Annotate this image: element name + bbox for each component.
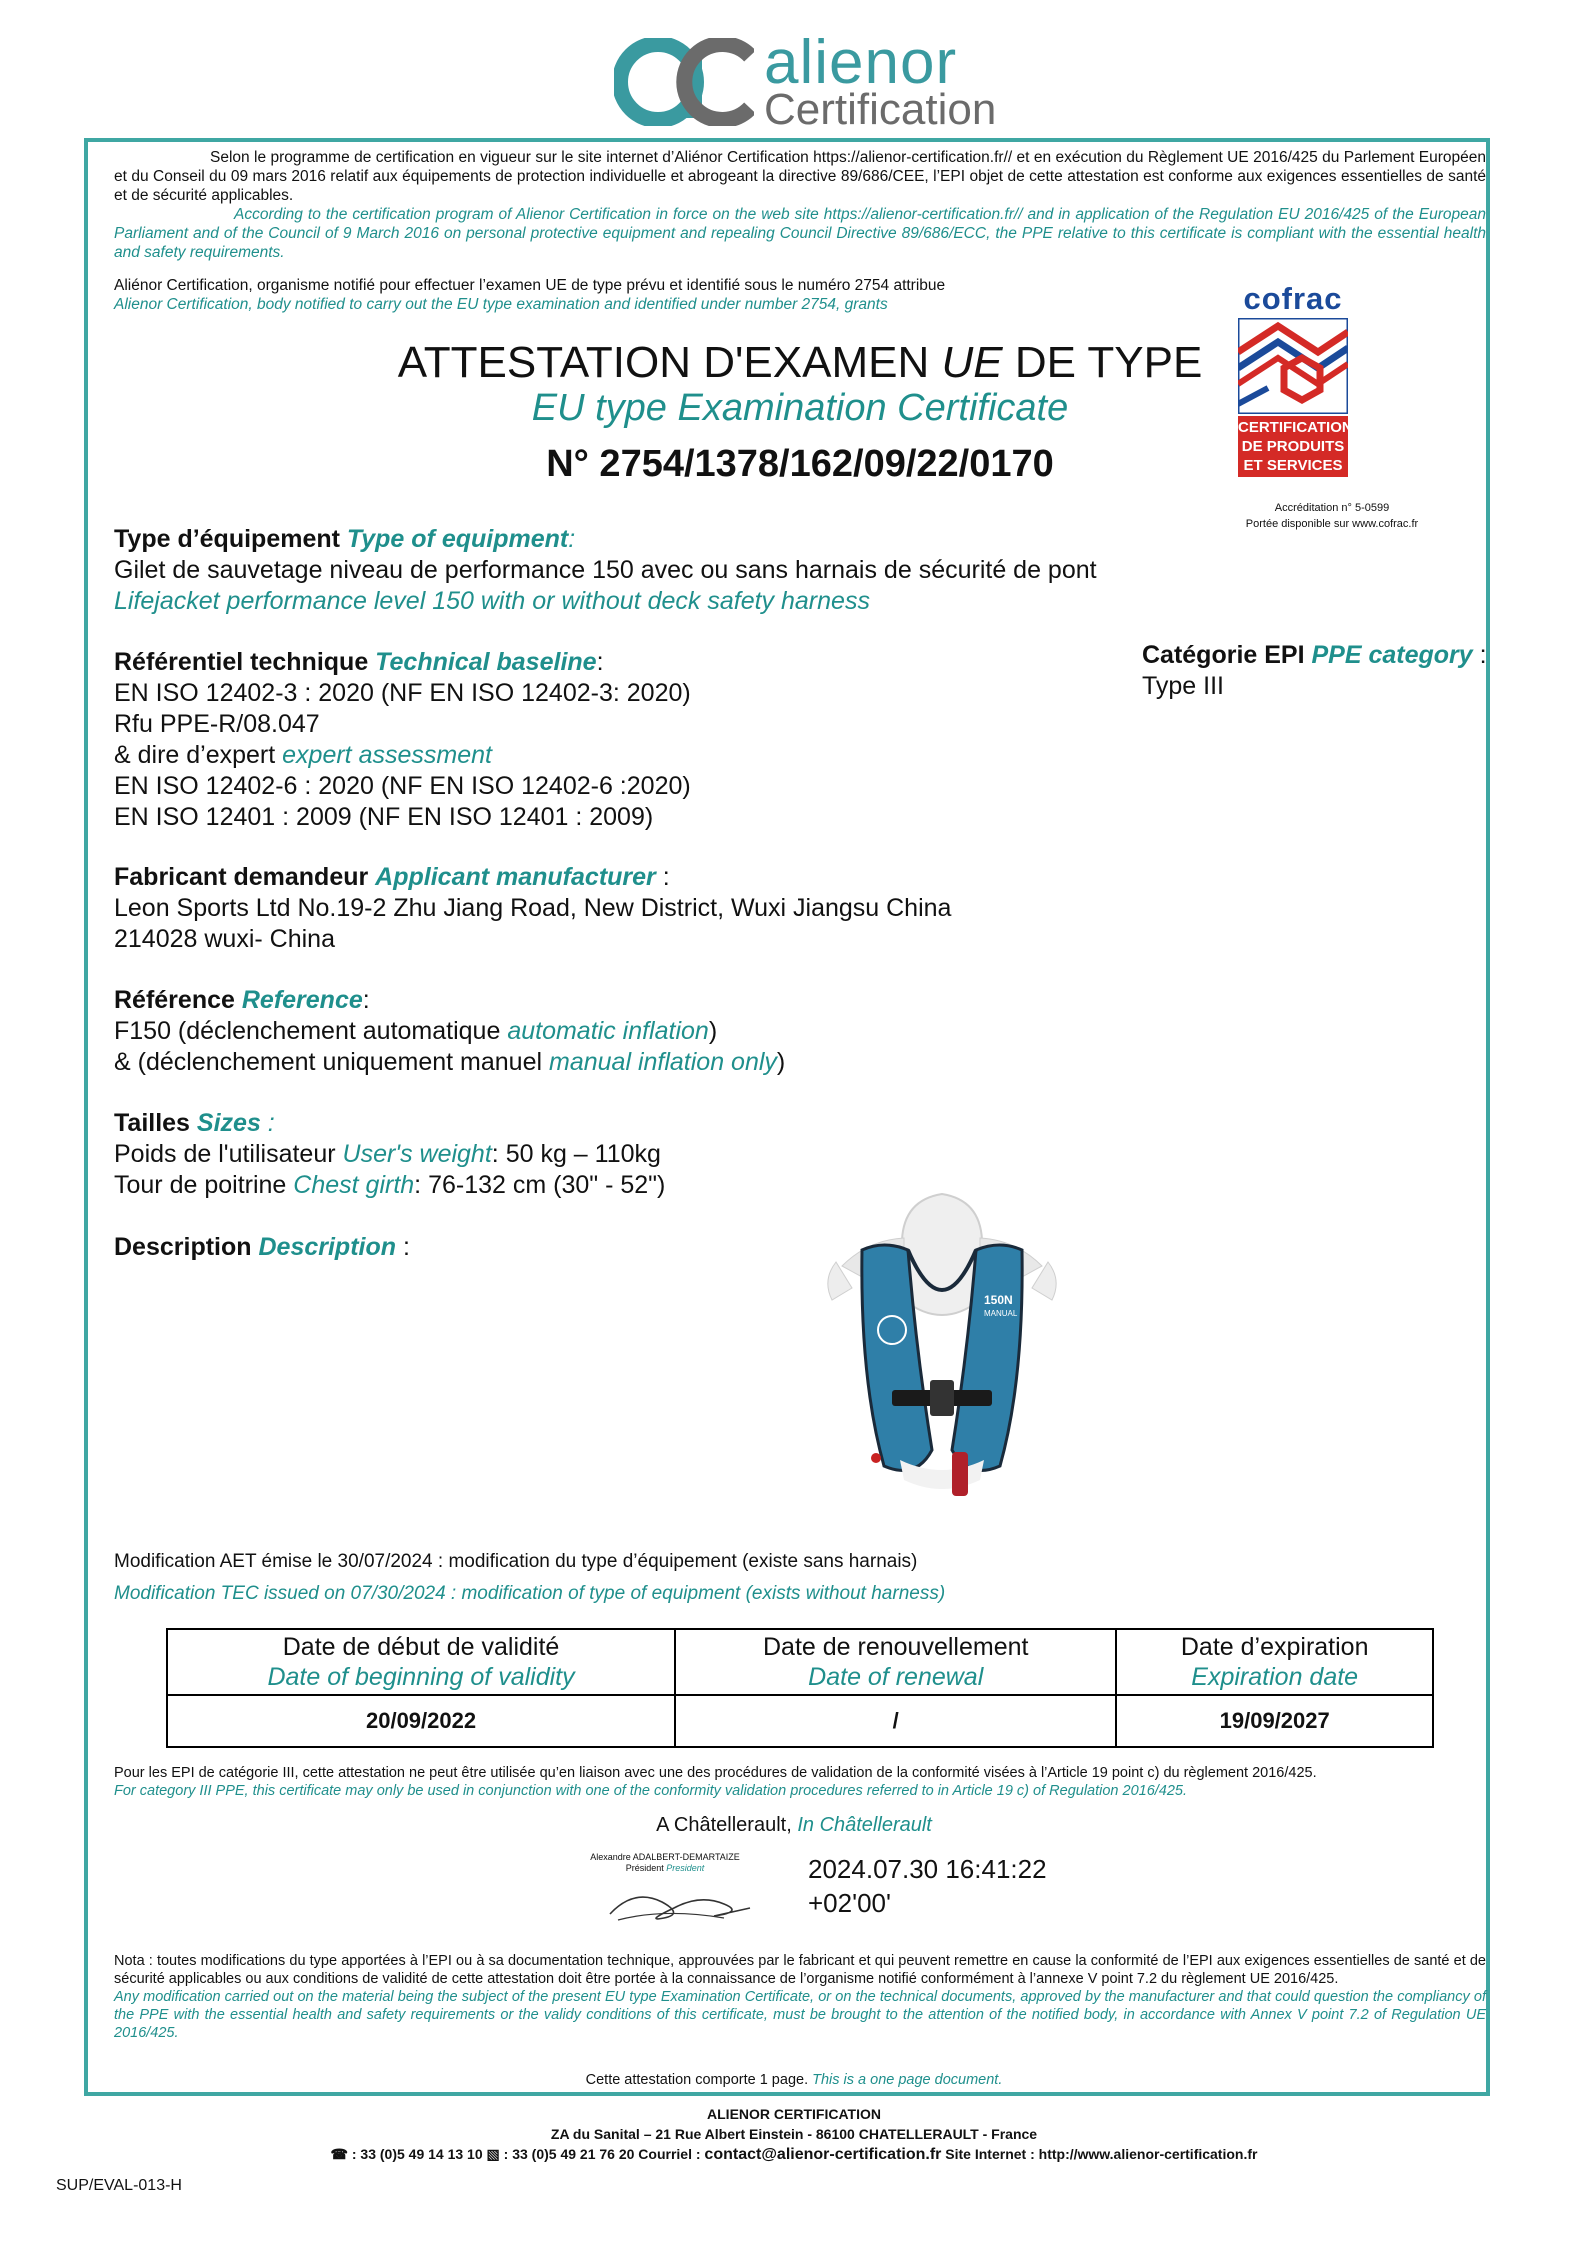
cofrac-cert-line3: ET SERVICES	[1243, 457, 1343, 474]
weight-label-fr: Poids de l'utilisateur	[114, 1140, 343, 1168]
manufacturer-label-en: Applicant manufacturer	[375, 863, 656, 891]
category-label-fr: Catégorie EPI	[1142, 641, 1312, 669]
sizes-label-en: Sizes	[196, 1109, 268, 1137]
nota-en: Any modification carried out on the material being the subject of the present EU type Examination Certificate, or on the technical documents, approved by the manufacturer and that could question the compliancy of the PPE with the essential health and safety requirements or the validy conditions of this certificate, must be brought to the attention of the notified body, in accordance with Annex V point 7.2 of Regulation UE 2016/425.	[114, 1989, 1486, 2041]
equipment-section	[114, 524, 1214, 617]
equipment-value-en: Lifejacket performance level 150 with or without deck safety harness	[114, 587, 870, 615]
sizes-label-fr: Tailles	[114, 1109, 197, 1137]
cofrac-scope: Portée disponible sur www.cofrac.fr	[1245, 518, 1419, 530]
equipment-colon: :	[568, 525, 576, 553]
baseline-standard-1: EN ISO 12402-3 : 2020 (NF EN ISO 12402-3: 2020)	[114, 679, 691, 707]
header-renewal-en: Date of renewal	[808, 1663, 984, 1691]
description-label-fr: Description	[114, 1233, 259, 1261]
place-en: In Châtellerault	[797, 1814, 932, 1836]
manufacturer-section	[114, 862, 1214, 955]
manufacturer-colon: :	[655, 863, 670, 891]
modification-fr: Modification AET émise le 30/07/2024 : modification du type d’équipement (existe sans harnais)	[114, 1551, 918, 1572]
value-renewal-date: /	[675, 1695, 1116, 1747]
page-count-fr: Cette attestation comporte 1 page.	[585, 2072, 813, 2088]
intro-block	[114, 148, 1486, 262]
sizes-colon: :	[267, 1109, 275, 1137]
header-expiration-en: Expiration date	[1191, 1663, 1359, 1691]
certificate-number: N° 2754/1378/162/09/22/0170	[546, 443, 1054, 485]
category-value: Type III	[1142, 672, 1224, 700]
signature-scribble-icon	[604, 1878, 754, 1928]
signatory-role-fr: Président	[625, 1863, 667, 1873]
page-count-en: This is a one page document.	[812, 2072, 1003, 2088]
reference-line1-close: )	[708, 1017, 718, 1045]
page-count	[0, 2072, 1588, 2088]
baseline-standard-3: EN ISO 12402-6 : 2020 (NF EN ISO 12402-6 :2020)	[114, 772, 691, 800]
cofrac-emblem-icon	[1238, 318, 1348, 414]
footer-email-label: Courriel :	[638, 2146, 705, 2162]
manufacturer-address-line1: Leon Sports Ltd No.19-2 Zhu Jiang Road, New District, Wuxi Jiangsu China	[114, 894, 952, 922]
signatory-role-en: President	[666, 1863, 705, 1873]
title-en: EU type Examination Certificate	[531, 387, 1069, 429]
signature-date: 2024.07.30 16:41:22	[808, 1854, 1047, 1884]
reference-label-en: Reference	[241, 986, 363, 1014]
modification-en: Modification TEC issued on 07/30/2024 : modification of type of equipment (exists without harness)	[114, 1583, 946, 1604]
cofrac-banner	[1238, 416, 1353, 477]
signature-timezone: +02'00'	[808, 1888, 891, 1918]
reference-line2-fr: & (déclenchement uniquement manuel	[114, 1048, 549, 1076]
signature-timestamp	[808, 1852, 1047, 1920]
intro-fr: Selon le programme de certification en vigueur sur le site internet d’Aliénor Certification https://alienor-certification.fr// et en exécution du Règlement UE 2016/425 du Parlement Européen et du Conseil du 09 mars 2016 relatif aux équipements de protection individuelle et abrogeant la directive 89/686/CEE, l’EPI objet de cette attestation est conforme aux exigences essentielles de santé et de sécurité applicables.	[114, 149, 1486, 204]
footer-company: ALIENOR CERTIFICATION	[707, 2106, 881, 2122]
logo-text-alienor: alienor	[764, 28, 958, 97]
phone-icon: ☎	[330, 2146, 348, 2162]
cofrac-cert-line1: CERTIFICATION	[1238, 419, 1353, 436]
category-label-en: PPE category	[1311, 641, 1473, 669]
baseline-expert-en: expert assessment	[282, 741, 492, 769]
nota-fr: Nota : toutes modifications du type apportées à l’EPI ou à sa documentation technique, approuvées par le fabricant et qui peuvent remettre en cause la conformité de l’EPI aux exigences essentielles de santé et de sécurité applicables ou aux conditions de validité de cette attestation doit être portée à la connaissance de l’organisme notifié conformément à l’annexe V point 7.2 du règlement UE 2016/425.	[114, 1953, 1486, 1987]
cofrac-logo	[1232, 282, 1452, 544]
header-expiration-fr: Date d’expiration	[1180, 1633, 1369, 1661]
intro-en: According to the certification program of Alienor Certification in force on the web site https://alienor-certification.fr// and in application of the Regulation EU 2016/425 of the European Parliament and of the Council of 9 March 2016 on personal protective equipment and repealing Council Directive 89/686/ECC, the PPE relative to this certificate is compliant with the essential health and safety requirements.	[114, 206, 1486, 261]
header-start-fr: Date de début de validité	[282, 1633, 560, 1661]
cofrac-accreditation	[1212, 500, 1452, 532]
baseline-standard-2: Rfu PPE-R/08.047	[114, 710, 320, 738]
reference-label-fr: Référence	[114, 986, 242, 1014]
description-colon: :	[396, 1233, 410, 1261]
value-expiration-date: 19/09/2027	[1116, 1695, 1433, 1747]
signature-block	[570, 1852, 760, 1874]
baseline-colon: :	[596, 648, 604, 676]
baseline-label-en: Technical baseline	[375, 648, 597, 676]
nota-block	[114, 1952, 1486, 2042]
cofrac-cert-line2: DE PRODUITS	[1241, 438, 1345, 455]
value-start-date: 20/09/2022	[167, 1695, 675, 1747]
header-renewal-fr: Date de renouvellement	[763, 1633, 1029, 1661]
baseline-standard-4: EN ISO 12401 : 2009 (NF EN ISO 12401 : 2009)	[114, 803, 654, 831]
chest-label-en: Chest girth	[293, 1171, 415, 1199]
header-start-en: Date of beginning of validity	[267, 1663, 575, 1691]
reference-line1-en: automatic inflation	[507, 1017, 709, 1045]
equipment-value-fr: Gilet de sauvetage niveau de performance 150 avec ou sans harnais de sécurité de pont	[114, 556, 1097, 584]
vest-badge-sub: MANUAL	[984, 1309, 1018, 1318]
category3-note	[114, 1764, 1486, 1800]
place-line	[0, 1814, 1588, 1837]
document-reference: SUP/EVAL-013-H	[56, 2177, 182, 2194]
notified-en: Alienor Certification, body notified to carry out the EU type examination and identified under number 2754, grants	[114, 296, 888, 313]
manufacturer-address-line2: 214028 wuxi- China	[114, 925, 335, 953]
footer-address: ZA du Sanital – 21 Rue Albert Einstein - 86100 CHATELLERAULT - France	[550, 2126, 1038, 2142]
baseline-expert-fr: & dire d’expert	[114, 741, 283, 769]
signatory-name: Alexandre ADALBERT-DEMARTAIZE	[590, 1852, 740, 1862]
alienor-logo-mark-icon	[614, 38, 754, 126]
table-row	[167, 1695, 1433, 1747]
place-fr: A Châtellerault,	[656, 1814, 798, 1836]
chest-value: : 76-132 cm (30" - 52")	[414, 1171, 666, 1199]
footer-website[interactable]: Site Internet : http://www.alienor-certification.fr	[945, 2146, 1258, 2162]
footer-email-link[interactable]: contact@alienor-certification.fr	[704, 2146, 942, 2163]
category3-note-en: For category III PPE, this certificate may only be used in conjunction with one of the conformity validation procedures referred to in Article 19 c) of Regulation 2016/425.	[114, 1783, 1188, 1799]
category-section	[1142, 640, 1487, 702]
footer	[0, 2104, 1588, 2165]
modification-block	[114, 1546, 945, 1610]
baseline-section	[114, 647, 1214, 833]
notified-fr: Aliénor Certification, organisme notifié pour effectuer l’examen UE de type prévu et identifié sous le numéro 2754 attribue	[114, 277, 946, 294]
reference-line2-en: manual inflation only	[549, 1048, 777, 1076]
equipment-label-fr: Type d’équipement	[114, 525, 347, 553]
fax-icon: ▧	[486, 2146, 500, 2162]
header-expiration-date	[1116, 1629, 1433, 1695]
footer-fax: : 33 (0)5 49 21 76 20	[499, 2146, 639, 2162]
category-colon: :	[1472, 641, 1487, 669]
manufacturer-label-fr: Fabricant demandeur	[114, 863, 376, 891]
reference-line1-fr: F150 (déclenchement automatique	[114, 1017, 508, 1045]
weight-value: : 50 kg – 110kg	[491, 1140, 661, 1168]
cofrac-name: cofrac	[1243, 281, 1343, 316]
table-header-row	[167, 1629, 1433, 1695]
equipment-label-en: Type of equipment	[346, 525, 569, 553]
title-fr: ATTESTATION D'EXAMEN UE DE TYPE	[397, 338, 1203, 387]
alienor-logo	[614, 28, 997, 134]
header-renewal-date	[675, 1629, 1116, 1695]
reference-colon: :	[362, 986, 370, 1014]
logo-text-certification: Certification	[764, 85, 997, 134]
validity-table	[166, 1628, 1434, 1748]
category3-note-fr: Pour les EPI de catégorie III, cette attestation ne peut être utilisée qu’en liaison avec une des procédures de validation de la conformité visées à l’Article 19 point c) du règlement 2016/425.	[114, 1765, 1317, 1781]
baseline-label-fr: Référentiel technique	[114, 648, 376, 676]
weight-label-en: User's weight	[342, 1140, 492, 1168]
reference-line2-close: )	[776, 1048, 786, 1076]
lifejacket-image	[812, 1180, 1072, 1516]
description-label-en: Description	[258, 1233, 397, 1261]
footer-phone: : 33 (0)5 49 14 13 10	[347, 2146, 487, 2162]
vest-badge-text: 150N	[984, 1293, 1013, 1307]
chest-label-fr: Tour de poitrine	[114, 1171, 294, 1199]
cofrac-accreditation-number: Accréditation n° 5-0599	[1274, 502, 1390, 514]
reference-section	[114, 985, 1214, 1078]
header-start-date	[167, 1629, 675, 1695]
